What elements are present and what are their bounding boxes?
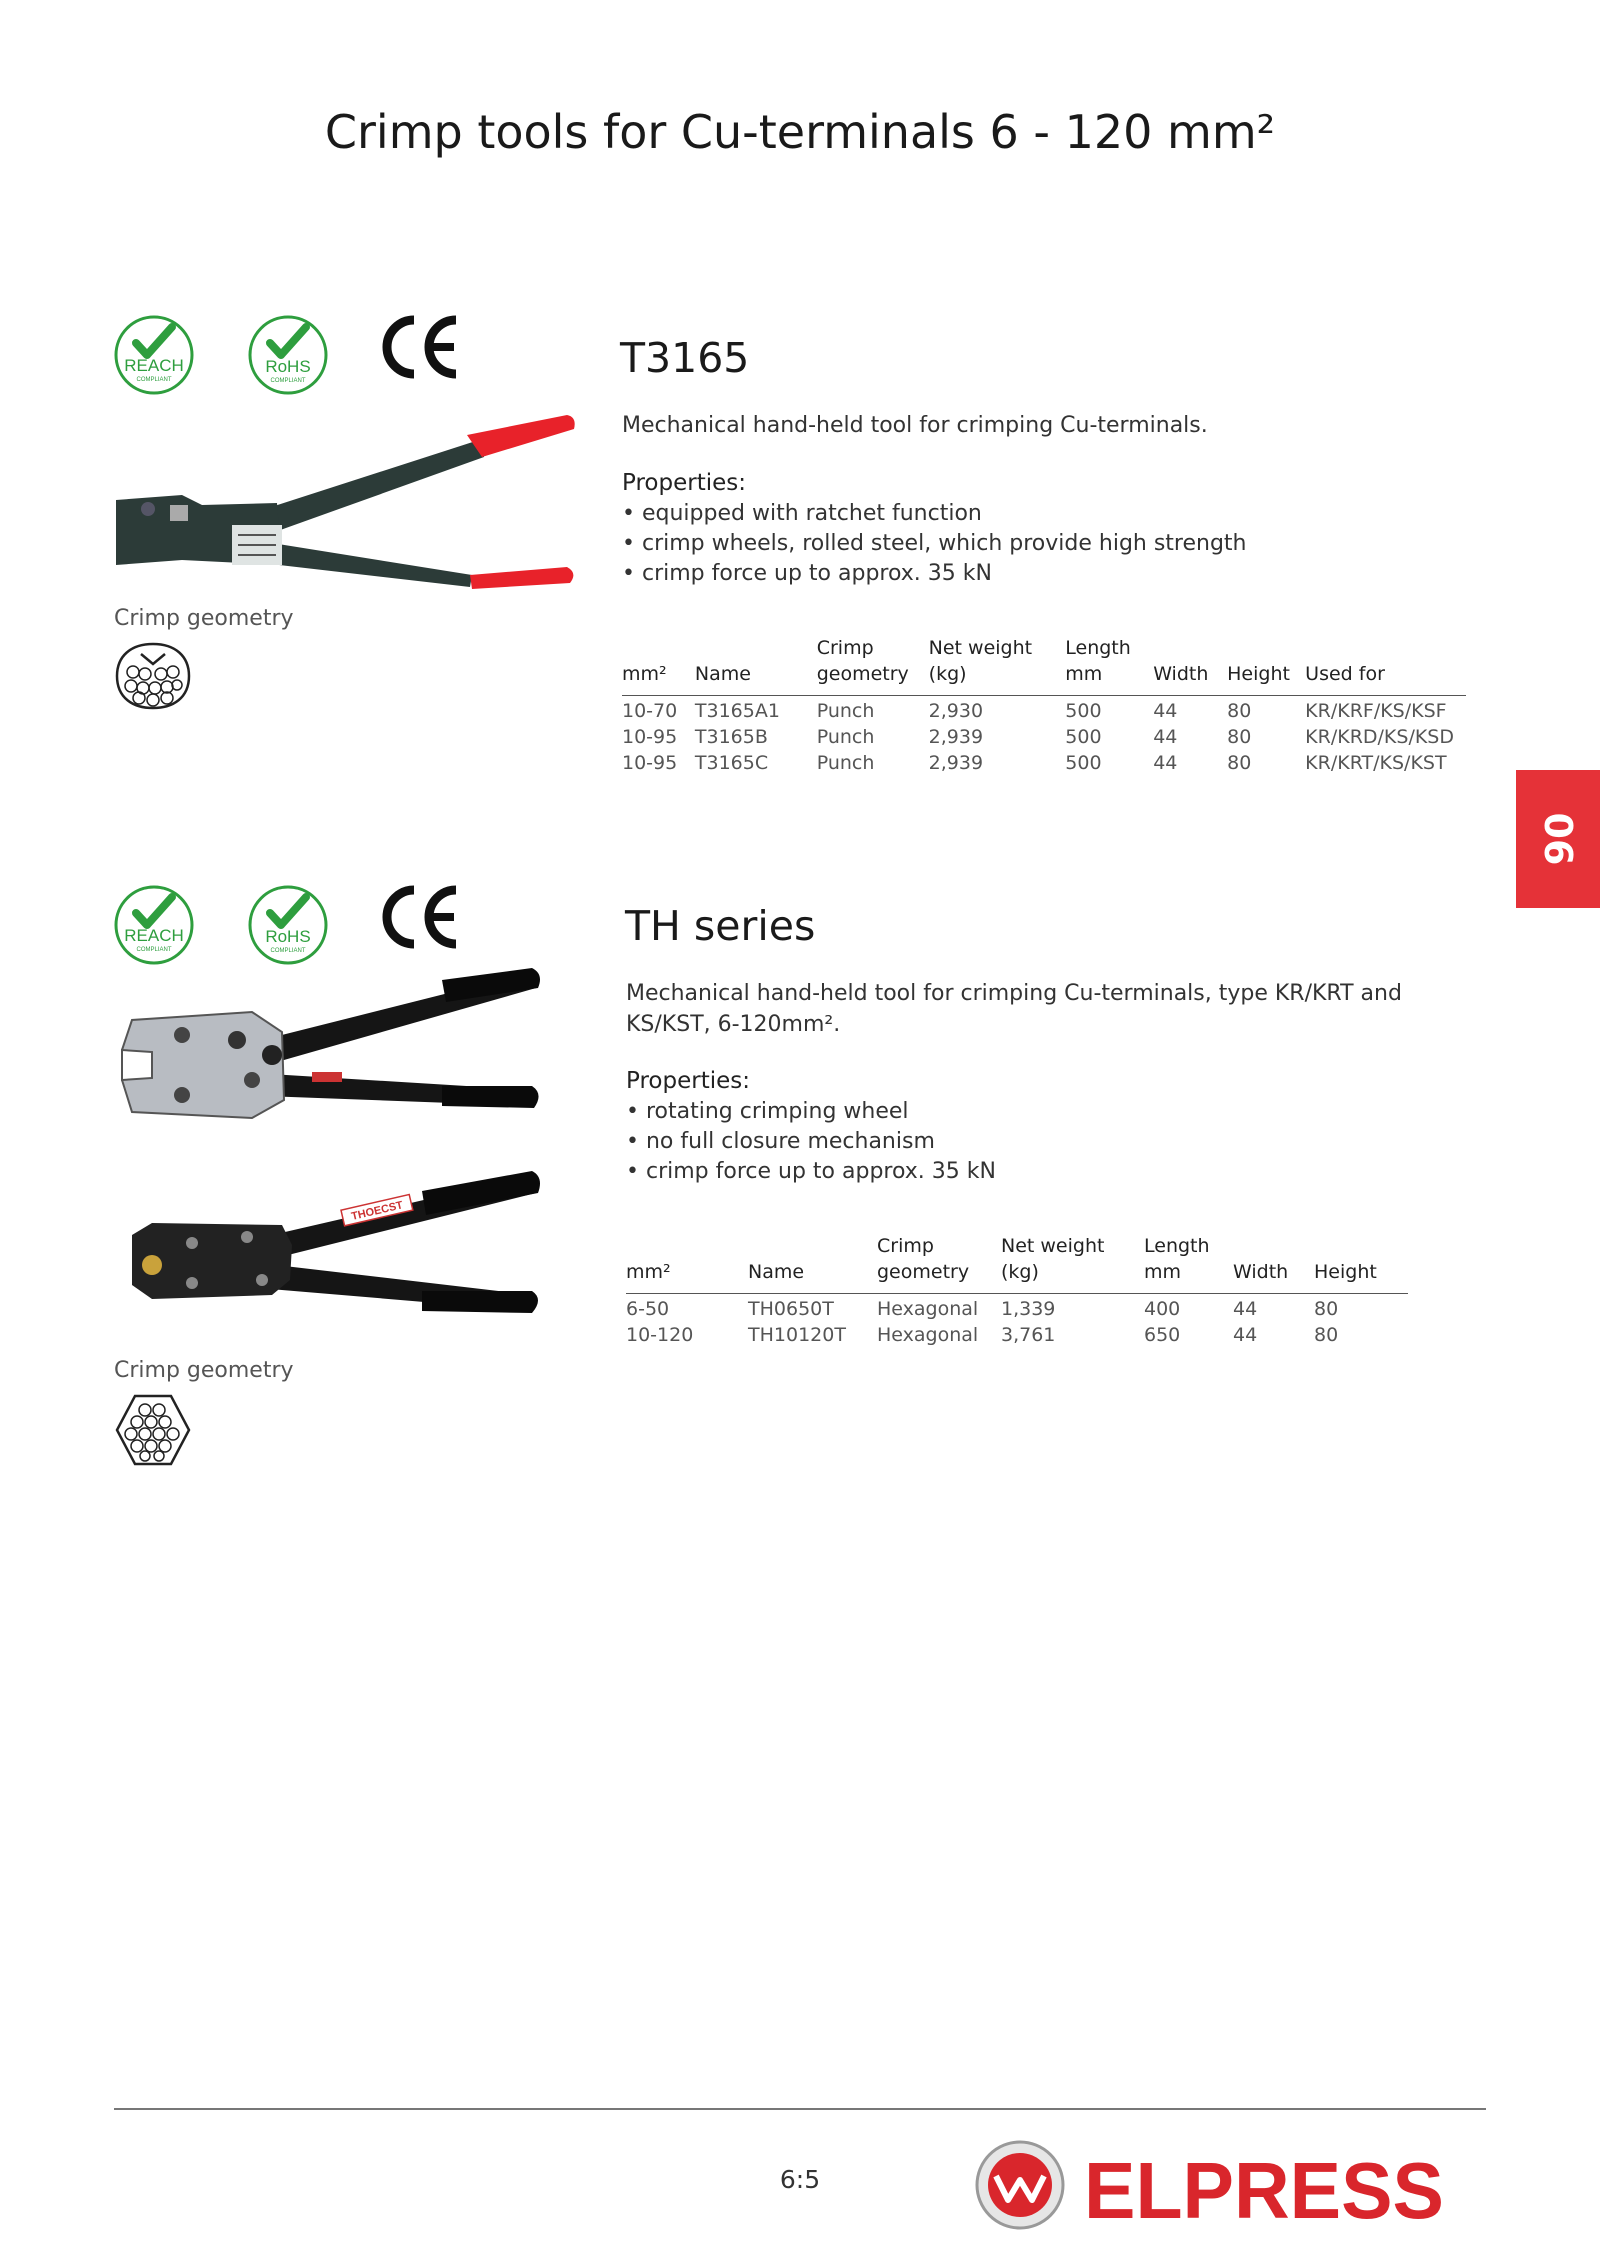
column-header: Crimp geometry: [877, 1233, 1001, 1294]
rohs-sub-label: COMPLIANT: [270, 378, 306, 384]
cell: Hexagonal: [877, 1298, 979, 1320]
rohs-badge: [246, 313, 330, 397]
cell: Punch: [816, 700, 875, 722]
product-title-th-series: TH series: [625, 902, 816, 950]
crimp-geometry-label: Crimp geometry: [114, 606, 294, 631]
column-header: Width: [1233, 1233, 1314, 1294]
cell: 44: [1153, 726, 1178, 748]
hexagonal-geometry-icon: [113, 1392, 193, 1468]
cell: 10-95: [622, 726, 678, 748]
section-tab-label: 06: [1536, 812, 1580, 866]
reach-sub-label: COMPLIANT: [136, 377, 172, 383]
column-header: Name: [748, 1233, 877, 1294]
cell: T3165C: [694, 752, 769, 774]
cell: 1,339: [1001, 1298, 1056, 1320]
cell: Punch: [816, 752, 875, 774]
cell: 80: [1227, 700, 1252, 722]
cell: 3,761: [1001, 1324, 1056, 1346]
elpress-logo: [972, 2140, 1482, 2230]
reach-label: REACH: [124, 926, 184, 945]
cell: 2,939: [928, 752, 984, 774]
tool-brand-label: THOECST: [350, 1199, 405, 1223]
property-item: • crimp force up to approx. 35 kN: [626, 1157, 996, 1187]
product-title-t3165: T3165: [620, 334, 750, 382]
property-item: • crimp force up to approx. 35 kN: [622, 559, 1247, 589]
page-number: 6:5: [779, 2165, 821, 2194]
section-tab: [1516, 770, 1600, 908]
t3165-tool-image: [112, 405, 582, 590]
cell: 500: [1065, 752, 1102, 774]
th10120t-tool-image: [112, 1165, 542, 1325]
column-header: Name: [695, 635, 817, 696]
table-header-row: [622, 635, 1466, 696]
cell: 2,939: [928, 726, 984, 748]
cell: 10-120: [626, 1324, 694, 1346]
ce-mark-icon: [380, 312, 462, 382]
cell: 400: [1144, 1298, 1181, 1320]
cell: 80: [1227, 726, 1252, 748]
cell: TH10120T: [748, 1324, 846, 1346]
column-header: Net weight (kg): [929, 635, 1066, 696]
cell: 44: [1233, 1324, 1258, 1346]
cell: KR/KRD/KS/KSD: [1305, 726, 1454, 748]
table-row: [626, 1322, 1408, 1348]
product-description: Mechanical hand-held tool for crimping Cu-terminals, type KR/KRT and KS/KST, 6-120mm².: [626, 981, 1402, 1037]
cell: KR/KRT/KS/KST: [1305, 752, 1447, 774]
property-item: • crimp wheels, rolled steel, which provide high strength: [622, 529, 1247, 559]
rohs-sub-label: COMPLIANT: [270, 948, 306, 954]
column-header: Length mm: [1144, 1233, 1233, 1294]
cell: Punch: [816, 726, 875, 748]
rohs-label: RoHS: [265, 927, 311, 946]
cell: 10-95: [622, 752, 678, 774]
cell: 80: [1314, 1324, 1339, 1346]
column-header: Height: [1314, 1233, 1408, 1294]
cell: 10-70: [622, 700, 678, 722]
reach-sub-label: COMPLIANT: [136, 947, 172, 953]
th0650t-tool-image: [112, 960, 542, 1135]
table-row: [626, 1294, 1408, 1323]
product-description: Mechanical hand-held tool for crimping Cu-terminals.: [622, 413, 1208, 438]
cell: 2,930: [928, 700, 984, 722]
cell: T3165A1: [694, 700, 780, 722]
reach-badge: [112, 313, 196, 397]
cell: 44: [1153, 700, 1178, 722]
table-row: [622, 724, 1466, 750]
column-header: mm²: [622, 635, 695, 696]
spec-table-t3165: [622, 635, 1466, 776]
page-title: Crimp tools for Cu-terminals 6 - 120 mm²: [324, 105, 1276, 159]
table-header-row: [626, 1233, 1408, 1294]
cell: 44: [1233, 1298, 1258, 1320]
brand-wordmark: ELPRESS: [1084, 2146, 1444, 2230]
property-item: • no full closure mechanism: [626, 1127, 996, 1157]
cell: 44: [1153, 752, 1178, 774]
column-header: Crimp geometry: [817, 635, 929, 696]
punch-geometry-icon: [113, 640, 193, 712]
reach-label: REACH: [124, 356, 184, 375]
properties-heading: Properties:: [626, 1068, 750, 1094]
column-header: Height: [1227, 635, 1305, 696]
rohs-label: RoHS: [265, 357, 311, 376]
cell: 80: [1227, 752, 1252, 774]
cell: T3165B: [694, 726, 768, 748]
cell: 6-50: [626, 1298, 670, 1320]
property-item: • equipped with ratchet function: [622, 499, 1247, 529]
cell: 80: [1314, 1298, 1339, 1320]
reach-badge: [112, 883, 196, 967]
property-item: • rotating crimping wheel: [626, 1097, 996, 1127]
column-header: mm²: [626, 1233, 748, 1294]
cell: KR/KRF/KS/KSF: [1305, 700, 1447, 722]
red-handle-icon: [467, 415, 575, 457]
column-header: Width: [1153, 635, 1227, 696]
ce-mark-icon: [380, 882, 462, 952]
properties-heading: Properties:: [622, 470, 746, 496]
column-header: Net weight (kg): [1001, 1233, 1144, 1294]
properties-list: [622, 499, 1247, 589]
column-header: Length mm: [1065, 635, 1153, 696]
table-row: [622, 750, 1466, 776]
footer-divider: [114, 2108, 1486, 2110]
cell: TH0650T: [748, 1298, 834, 1320]
cell: Hexagonal: [877, 1324, 979, 1346]
crimp-geometry-label: Crimp geometry: [114, 1358, 294, 1383]
properties-list: [626, 1097, 996, 1187]
cell: 500: [1065, 700, 1102, 722]
cell: 500: [1065, 726, 1102, 748]
red-handle-icon: [470, 567, 573, 589]
table-row: [622, 696, 1466, 725]
cell: 650: [1144, 1324, 1181, 1346]
spec-table-th-series: [626, 1233, 1408, 1348]
column-header: Used for: [1305, 635, 1466, 696]
rohs-badge: [246, 883, 330, 967]
